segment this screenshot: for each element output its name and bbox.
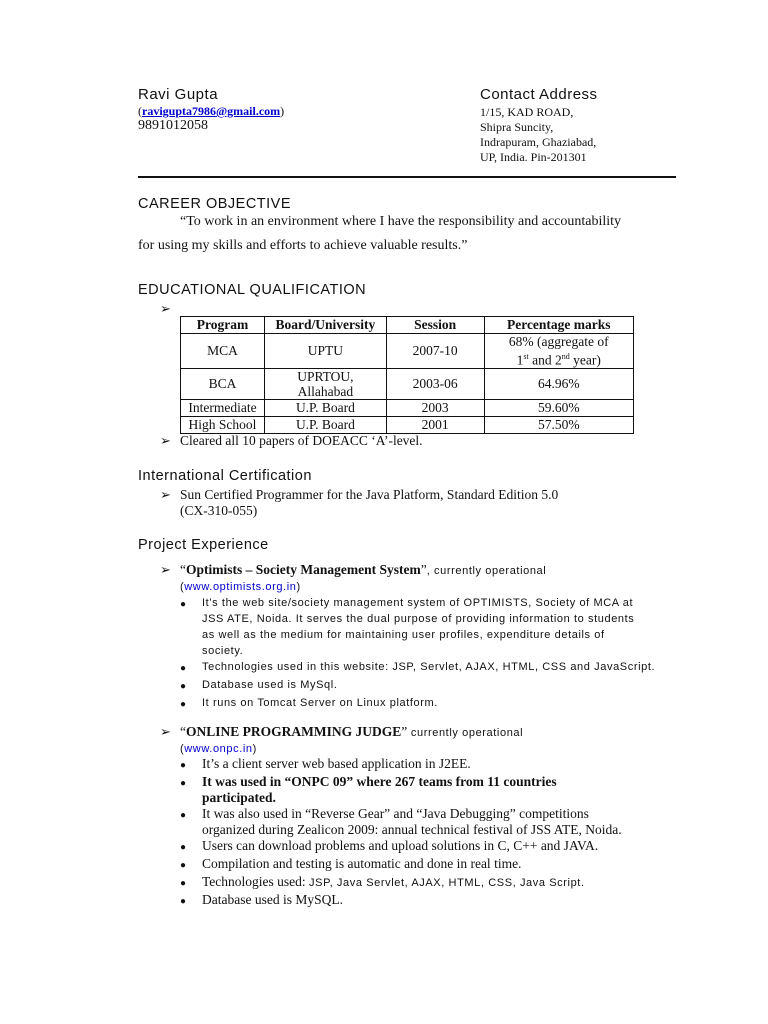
certification-item: [160, 487, 559, 518]
marks-sup: st: [523, 352, 529, 361]
marks-part: year): [569, 352, 601, 368]
bullet-line: It’s the web site/society management system of OPTIMISTS, Society of MCA at: [202, 597, 634, 609]
table-header-row: [181, 317, 634, 334]
project-link[interactable]: www.optimists.org.in: [184, 581, 297, 593]
table-row: [181, 334, 634, 369]
address-line: 1/15, KAD ROAD,: [480, 105, 574, 119]
bullet-line: Database used is MySQL.: [202, 892, 343, 907]
bullet-line: It was also used in “Reverse Gear” and “Java Debugging” competitions: [202, 806, 589, 821]
bullet-line: Users can download problems and upload solutions in C, C++ and JAVA.: [202, 838, 599, 853]
arrow-bullet-icon: ➢: [160, 562, 171, 577]
career-objective-heading: CAREER OBJECTIVE: [138, 196, 292, 212]
bullet-line: Database used is MySql.: [202, 679, 338, 691]
cell-board: U.P. Board: [264, 416, 386, 433]
bullet-icon: ●: [180, 681, 187, 692]
column-header: Session: [386, 317, 484, 334]
bullet-line: organized during Zealicon 2009: annual technical festival of JSS ATE, Noida.: [202, 822, 622, 837]
contact-title: Contact Address: [480, 86, 598, 103]
column-header: Percentage marks: [484, 317, 633, 334]
email-paren-close: ): [280, 104, 285, 118]
bullet-icon: ●: [180, 699, 187, 710]
bullet-icon: ●: [180, 810, 187, 821]
bullet-line: It’s a client server web based application in J2EE.: [202, 756, 471, 771]
cell-board: U.P. Board: [264, 399, 386, 416]
cell-session: 2003-06: [386, 368, 484, 399]
header-divider: [138, 176, 676, 178]
arrow-bullet-icon: ➢: [160, 487, 171, 502]
projects-heading: Project Experience: [138, 537, 269, 553]
project-title: ONLINE PROGRAMMING JUDGE: [186, 724, 402, 739]
bullet-icon: ●: [180, 842, 187, 853]
email-line: [138, 104, 284, 119]
address-line: Indrapuram, Ghaziabad,: [480, 135, 597, 149]
cell-program: Intermediate: [181, 399, 265, 416]
column-header: Program: [181, 317, 265, 334]
paren-open: (: [180, 581, 185, 593]
arrow-bullet-icon: ➢: [160, 301, 171, 316]
list-item: [180, 756, 700, 774]
quote-open: “: [180, 562, 186, 577]
cell-marks: 64.96%: [484, 368, 633, 399]
bullet-line: Technologies used in this website: JSP, Servlet, AJAX, HTML, CSS and JavaScript.: [202, 661, 656, 673]
cell-marks: [484, 334, 633, 369]
bullet-icon: ●: [180, 878, 187, 889]
cell-marks: 59.60%: [484, 399, 633, 416]
list-item: [180, 806, 700, 838]
bullet-icon: ●: [180, 760, 187, 771]
list-item: [180, 659, 660, 677]
cell-program: MCA: [181, 334, 265, 369]
column-header: Board/University: [264, 317, 386, 334]
paren-close: ): [296, 581, 301, 593]
doeacc-text: Cleared all 10 papers of DOEACC ‘A’-level.: [180, 433, 423, 448]
cell-board: UPTU: [264, 334, 386, 369]
list-item: [180, 892, 700, 910]
list-item: [180, 677, 660, 695]
cell-session: 2001: [386, 416, 484, 433]
education-heading: EDUCATIONAL QUALIFICATION: [138, 282, 367, 298]
arrow-bullet-icon: ➢: [160, 724, 171, 739]
project-status: currently operational: [407, 727, 524, 739]
project-title: Optimists – Society Management System: [186, 562, 421, 577]
project-link[interactable]: www.onpc.in: [184, 743, 253, 755]
bullet-line: JSS ATE, Noida. It serves the dual purpose of providing information to students: [202, 613, 635, 625]
list-item: [180, 774, 700, 806]
bullet-line: society.: [202, 645, 244, 657]
cell-program: BCA: [181, 368, 265, 399]
education-table: [180, 316, 634, 434]
email-paren-open: (: [138, 104, 142, 118]
cell-board: UPRTOU, Allahabad: [264, 368, 386, 399]
cell-session: 2003: [386, 399, 484, 416]
contact-block: [480, 86, 740, 165]
bullet-icon: ●: [180, 663, 187, 674]
phone-number: 9891012058: [138, 118, 208, 133]
career-line-1: “To work in an environment where I have the responsibility and accountability: [180, 214, 622, 229]
quote-close: ”: [401, 724, 408, 739]
marks-part: and 2: [528, 352, 562, 368]
marks-sup: nd: [561, 352, 570, 361]
bullet-tech-list: JSP, Java Servlet, AJAX, HTML, CSS, Java Script.: [309, 877, 585, 889]
list-item: [180, 856, 700, 874]
table-row: [181, 416, 634, 433]
bullet-line: It was used in “ONPC 09” where 267 teams from 11 countries: [202, 774, 557, 789]
certification-heading: International Certification: [138, 468, 312, 484]
address-line: UP, India. Pin-201301: [480, 150, 587, 164]
table-row: [181, 399, 634, 416]
marks-line-1: 68% (aggregate of: [508, 334, 609, 349]
project-status: , currently operational: [426, 565, 547, 577]
marks-line-2: [489, 349, 629, 368]
list-item: [180, 695, 660, 713]
candidate-name: Ravi Gupta: [138, 86, 219, 103]
list-item: [180, 595, 660, 659]
list-item: [180, 838, 700, 856]
bullet-line: participated.: [202, 790, 276, 805]
marks-part: 1: [516, 352, 524, 368]
quote-open: “: [180, 724, 186, 739]
list-item: [180, 874, 700, 892]
project-onpc-bullets: [180, 756, 700, 910]
cell-marks: 57.50%: [484, 416, 633, 433]
bullet-icon: ●: [180, 599, 187, 610]
arrow-bullet-icon: ➢: [160, 433, 171, 448]
address-line: Shipra Suncity,: [480, 120, 554, 134]
quote-close: ”: [420, 562, 427, 577]
career-line-2: for using my skills and efforts to achieve valuable results.”: [138, 238, 468, 253]
bullet-icon: ●: [180, 778, 187, 789]
certification-line-1: Sun Certified Programmer for the Java Platform, Standard Edition 5.0: [180, 487, 559, 502]
bullet-icon: ●: [180, 896, 187, 907]
bullet-prefix: Technologies used:: [202, 874, 310, 889]
paren-open: (: [180, 743, 185, 755]
bullet-line: Compilation and testing is automatic and done in real time.: [202, 856, 522, 871]
address: [480, 105, 740, 165]
doeacc-item: [160, 433, 423, 449]
bullet-line: It runs on Tomcat Server on Linux platform.: [202, 697, 438, 709]
bullet-line: as well as the medium for maintaining user profiles, expenditure details of: [202, 629, 605, 641]
certification-line-2: (CX-310-055): [180, 503, 258, 518]
project-optimists-bullets: [180, 595, 660, 713]
bullet-icon: ●: [180, 860, 187, 871]
table-row: [181, 368, 634, 399]
email-link[interactable]: ravigupta7986@gmail.com: [142, 104, 281, 118]
cell-program: High School: [181, 416, 265, 433]
cell-session: 2007-10: [386, 334, 484, 369]
paren-close: ): [252, 743, 257, 755]
